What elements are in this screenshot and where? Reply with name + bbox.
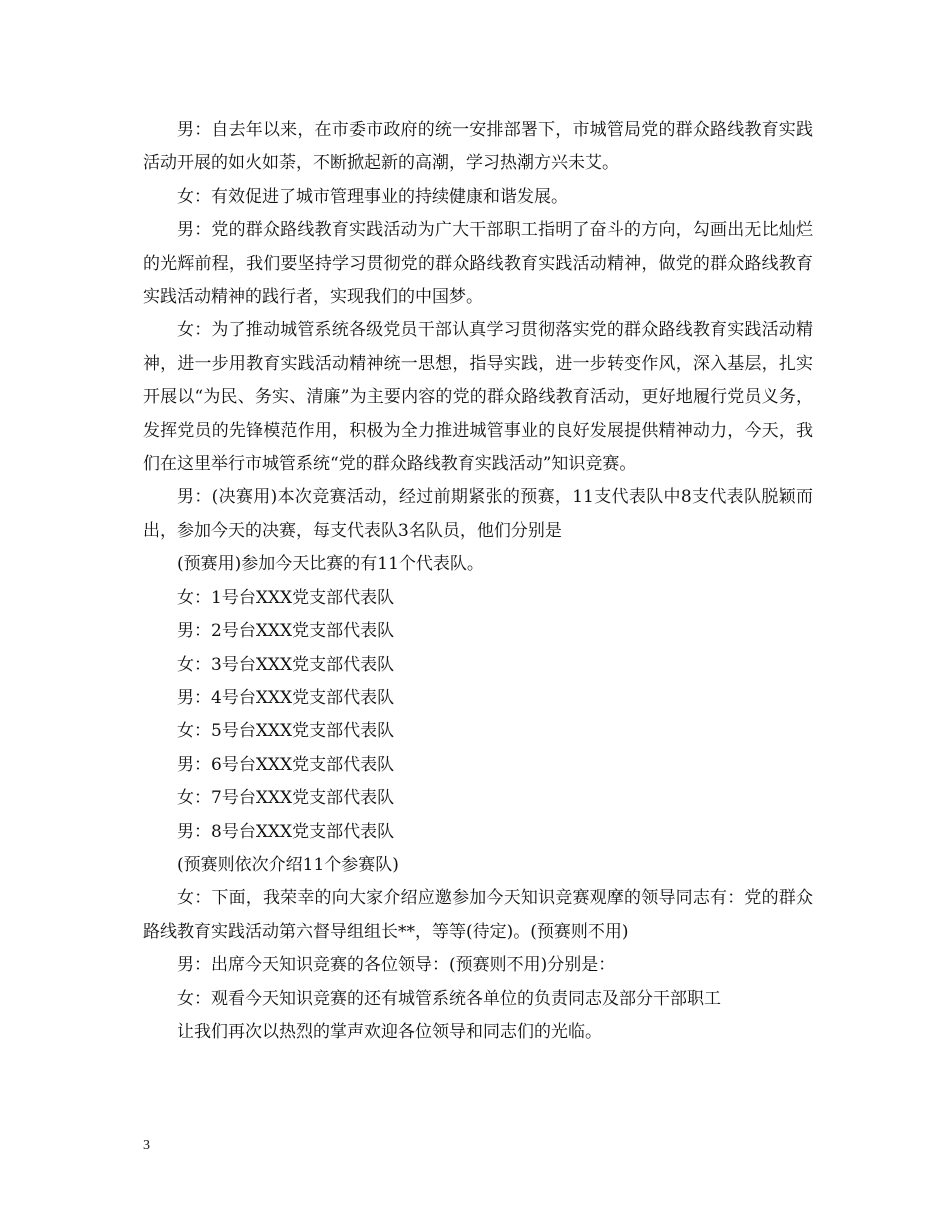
paragraph: 女：1号台XXX党支部代表队 <box>177 587 395 608</box>
paragraph: 男：(决赛用)本次竞赛活动，经过前期紧张的预赛，11支代表队中8支代表队脱颖而出，参加今天的决赛，每支代表队3名队员，他们分别是 <box>143 487 813 541</box>
paragraph: 女：有效促进了城市管理事业的持续健康和谐发展。 <box>177 186 568 207</box>
paragraph: 男：4号台XXX党支部代表队 <box>177 687 395 708</box>
paragraph: 男：2号台XXX党支部代表队 <box>177 621 395 642</box>
paragraph: (预赛用)参加今天比赛的有11个代表队。 <box>177 554 484 575</box>
paragraph: 女：3号台XXX党支部代表队 <box>177 654 395 675</box>
paragraph: 男：自去年以来，在市委市政府的统一安排部署下，市城管局党的群众路线教育实践活动开展的如火如荼，不断掀起新的高潮，学习热潮方兴未艾。 <box>143 120 813 174</box>
paragraph: 女：7号台XXX党支部代表队 <box>177 788 395 809</box>
paragraph: 男：8号台XXX党支部代表队 <box>177 821 395 842</box>
paragraph: 男：党的群众路线教育实践活动为广大干部职工指明了奋斗的方向，勾画出无比灿烂的光辉前程，我们要坚持学习贯彻党的群众路线教育实践活动精神，做党的群众路线教育实践活动精神的践行者，实现我们的中国梦。 <box>143 220 813 308</box>
paragraph: (预赛则依次介绍11个参赛队) <box>177 854 399 875</box>
paragraph: 女：5号台XXX党支部代表队 <box>177 721 395 742</box>
page-number: 3 <box>143 1138 150 1153</box>
paragraph: 男：6号台XXX党支部代表队 <box>177 754 395 775</box>
paragraph: 男：出席今天知识竞赛的各位领导：(预赛则不用)分别是： <box>177 955 616 976</box>
paragraph: 女：观看今天知识竞赛的还有城管系统各单位的负责同志及部分干部职工 <box>177 988 721 1009</box>
body-text <box>143 114 813 1049</box>
paragraph: 女：为了推动城管系统各级党员干部认真学习贯彻落实党的群众路线教育实践活动精神，进一步用教育实践活动精神统一思想，指导实践，进一步转变作风，深入基层，扎实开展以“为民、务实、清廉”为主要内容的党的群众路线教育活动，更好地履行党员义务，发挥党员的先锋模范作用，积极为全力推进城管事业的良好发展提供精神动力，今天，我们在这里举行市城管系统“党的群众路线教育实践活动”知识竞赛。 <box>143 320 813 475</box>
paragraph: 让我们再次以热烈的掌声欢迎各位领导和同志们的光临。 <box>177 1021 602 1042</box>
paragraph: 女：下面，我荣幸的向大家介绍应邀参加今天知识竞赛观摩的领导同志有：党的群众路线教育实践活动第六督导组组长**，等等(待定)。(预赛则不用) <box>143 888 813 942</box>
